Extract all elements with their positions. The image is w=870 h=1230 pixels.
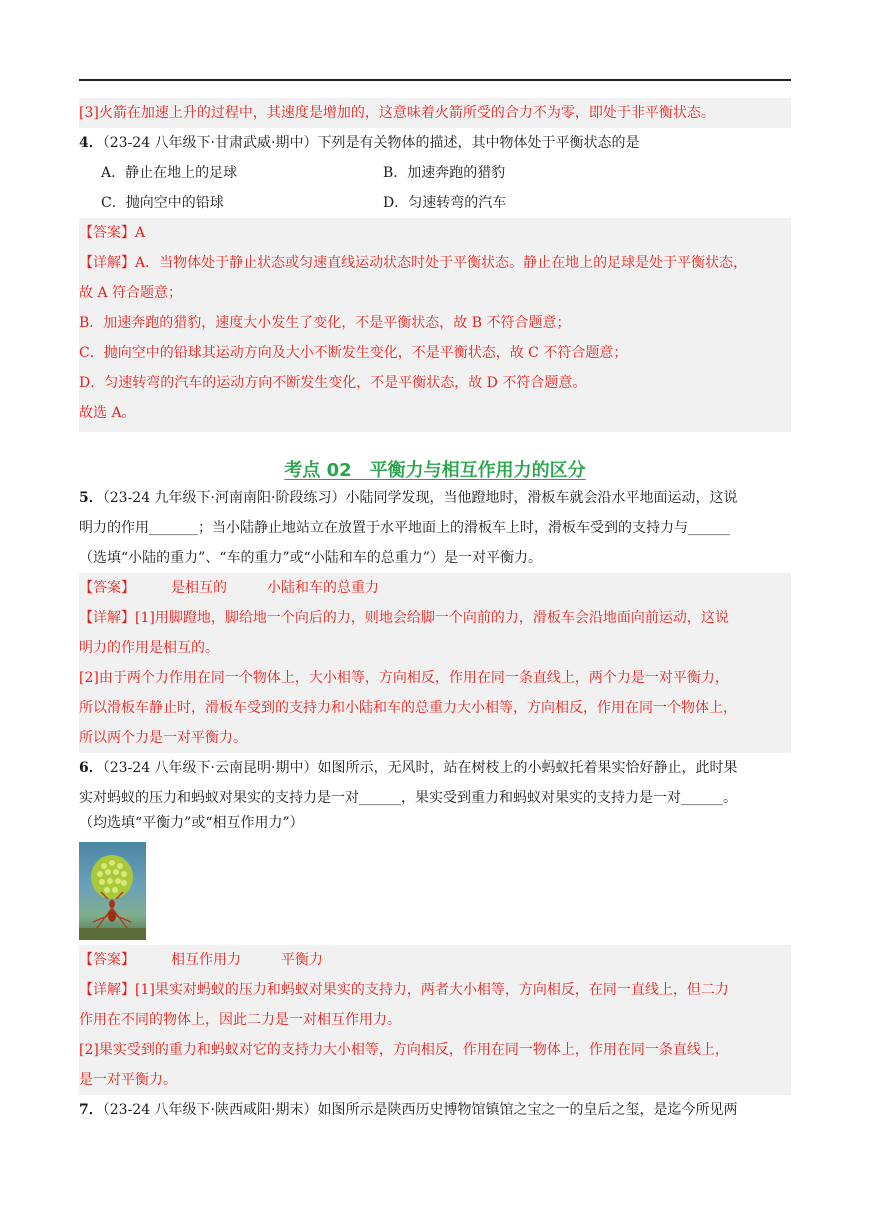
header-rule (79, 79, 791, 81)
q4-detail-line: 故选 A。 (79, 398, 791, 432)
detail-label: 【详解】 (79, 610, 135, 626)
q4-answer-value: A (135, 225, 146, 241)
q5-detail-line: [2]由于两个力作用在同一个物体上，大小相等，方向相反，作用在同一条直线上，两个力是一对平衡力， (79, 663, 791, 693)
q4-detail-line: 故 A 符合题意； (79, 278, 791, 308)
ant-photo-illustration (79, 842, 146, 940)
prev-detail-line: [3]火箭在加速上升的过程中，其速度是增加的，这意味着火箭所受的合力不为零，即处于非平衡状态。 (79, 98, 791, 128)
q4-stem-text: 下列是有关物体的描述，其中物体处于平衡状态的是 (317, 135, 640, 151)
q5-answer (79, 573, 791, 603)
q6-number: 6． (79, 760, 103, 776)
detail-label: 【详解】 (79, 982, 135, 998)
answer-label: 【答案】 (79, 580, 135, 596)
answer-label: 【答案】 (79, 952, 135, 968)
q6-stem-line: 实对蚂蚁的压力和蚂蚁对果实的支持力是一对______，果实受到重力和蚂蚁对果实的支持力是一对______。 (79, 790, 737, 806)
q5-stem-text: 小陆同学发现，当他蹬地时，滑板车就会沿水平地面运动，这说 (345, 490, 738, 506)
section-heading (79, 456, 791, 486)
q5-detail-line: 所以两个力是一对平衡力。 (79, 723, 791, 753)
q5-detail-line: 所以滑板车静止时，滑板车受到的支持力和小陆和车的总重力大小相等，方向相反，作用在同一个物体上， (79, 693, 791, 723)
q6-stem (79, 753, 791, 783)
q6-answer-2: 平衡力 (281, 952, 323, 968)
q4-option-b: B．加速奔跑的猎豹 (383, 165, 506, 181)
q6-detail-line: 是一对平衡力。 (79, 1065, 791, 1095)
q6-source: （23-24 八年级下·云南昆明·期中） (102, 760, 318, 776)
q5-source: （23-24 九年级下·河南南阳·阶段练习） (102, 490, 346, 506)
q6-answer (79, 945, 791, 975)
q4-detail-line: D．匀速转弯的汽车的运动方向不断发生变化，不是平衡状态，故 D 不符合题意。 (79, 368, 791, 398)
q4-number: 4． (79, 135, 103, 151)
q5-stem-line: 明力的作用_______；当小陆静止地站立在放置于水平地面上的滑板车上时，滑板车受到的支持力与______ (79, 520, 730, 536)
q6-detail-line (79, 975, 791, 1005)
q5-detail-line (79, 603, 791, 633)
q7-source: （23-24 八年级下·陕西咸阳·期末） (102, 1102, 318, 1118)
q6-answer-1: 相互作用力 (171, 952, 241, 968)
q6-detail-line: 作用在不同的物体上，因此二力是一对相互作用力。 (79, 1005, 791, 1035)
section-heading-text: 考点 02 平衡力与相互作用力的区分 (284, 460, 586, 481)
q4-source: （23-24 八年级下·甘肃武威·期中） (102, 135, 318, 151)
q4-stem (79, 128, 791, 158)
q5-stem-line: （选填“小陆的重力”、“车的重力”或“小陆和车的总重力”）是一对平衡力。 (79, 550, 542, 566)
answer-label: 【答案】 (79, 225, 135, 241)
q4-option-d: D．匀速转弯的汽车 (383, 195, 507, 211)
q4-detail-text: A．当物体处于静止状态或匀速直线运动状态时处于平衡状态。静止在地上的足球是处于平衡状态， (135, 255, 748, 271)
q4-option-a: A．静止在地上的足球 (101, 165, 238, 181)
q5-detail-line: 明力的作用是相互的。 (79, 633, 791, 663)
q5-number: 5． (79, 490, 103, 506)
q6-stem-line: （均选填“平衡力”或“相互作用力”） (79, 815, 304, 831)
q5-answer-1: 是相互的 (171, 580, 227, 596)
ant-fruit-photo (79, 842, 146, 940)
q4-answer (79, 218, 791, 248)
q4-detail-line: B．加速奔跑的猎豹，速度大小发生了变化，不是平衡状态，故 B 不符合题意； (79, 308, 791, 338)
q5-stem (79, 483, 791, 513)
detail-label: 【详解】 (79, 255, 135, 271)
q6-stem-text: 如图所示，无风时，站在树枝上的小蚂蚁托着果实恰好静止，此时果 (317, 760, 738, 776)
q5-detail-text: [1]用脚蹬地，脚给地一个向后的力，则地会给脚一个向前的力，滑板车会沿地面向前运动，这说 (135, 610, 729, 626)
q7-stem-text: 如图所示是陕西历史博物馆镇馆之宝之一的皇后之玺，是迄今所见两 (317, 1102, 738, 1118)
q5-answer-2: 小陆和车的总重力 (267, 580, 379, 596)
q6-detail-text: [1]果实对蚂蚁的压力和蚂蚁对果实的支持力，两者大小相等，方向相反，在同一直线上，但二力 (135, 982, 729, 998)
q4-detail-line: C．抛向空中的铅球其运动方向及大小不断发生变化，不是平衡状态，故 C 不符合题意； (79, 338, 791, 368)
q6-detail-line: [2]果实受到的重力和蚂蚁对它的支持力大小相等，方向相反，作用在同一物体上，作用在同一条直线上， (79, 1035, 791, 1065)
q4-option-c: C．抛向空中的铅球 (101, 195, 224, 211)
q7-number: 7． (79, 1102, 103, 1118)
q4-detail-line (79, 248, 791, 278)
q7-stem (79, 1095, 791, 1125)
